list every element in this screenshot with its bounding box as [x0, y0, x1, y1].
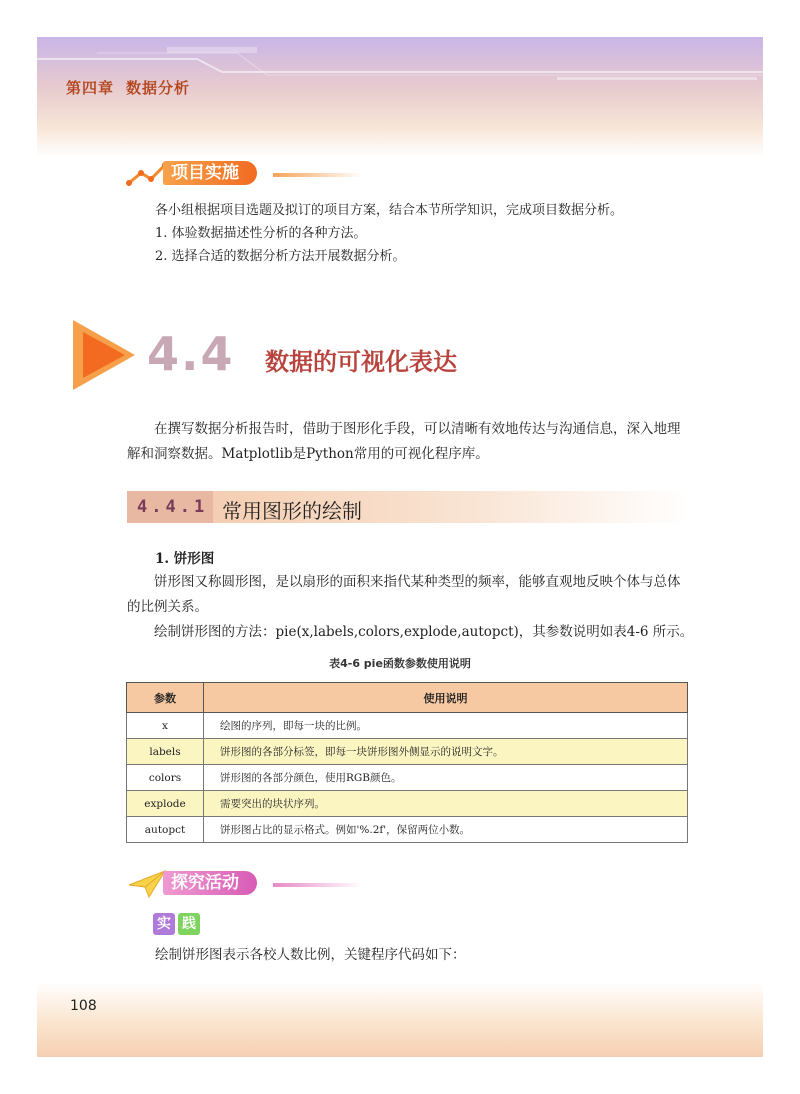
badge-trail: [273, 173, 363, 177]
chapter-header: [66, 77, 190, 98]
explore-badge: [125, 869, 365, 899]
table-header-usage: 使用说明: [204, 683, 688, 713]
pie-method: 绘制饼形图的方法：pie(x,labels,colors,explode,autopct)，其参数说明如表4-6 所示。: [154, 624, 694, 640]
table-cell-usage: 饼形图的各部分标签，即每一块饼形图外侧显示的说明文字。: [204, 739, 688, 765]
table-cell-param: labels: [127, 739, 204, 765]
section-intro: 在撰写数据分析报告时，借助于图形化手段，可以清晰有效地传达与沟通信息，深入地理解和洞察数据。Matplotlib是Python常用的可视化程序库。: [127, 421, 681, 462]
table-caption: 表4-6 pie函数参数使用说明: [329, 657, 471, 670]
chapter-label: 第四章: [66, 79, 115, 97]
table-cell-param: autopct: [127, 817, 204, 843]
table-header-param: 参数: [127, 683, 204, 713]
project-badge: [125, 159, 365, 189]
explore-badge-label: 探究活动: [163, 871, 257, 895]
project-badge-label: 项目实施: [163, 161, 257, 185]
table-cell-usage: 饼形图的各部分颜色，使用RGB颜色。: [204, 765, 688, 791]
project-item-2: 2. 选择合适的数据分析方法开展数据分析。: [155, 249, 406, 264]
page-number: 108: [70, 998, 97, 1014]
section-arrow-icon: [73, 320, 153, 390]
project-intro: 各小组根据项目选题及拟订的项目方案，结合本节所学知识，完成项目数据分析。: [155, 203, 624, 218]
section-title: 数据的可视化表达: [265, 348, 457, 376]
footer-band: [37, 982, 763, 1057]
table-cell-param: x: [127, 713, 204, 739]
table-row: [127, 817, 688, 843]
practice-char-1: 实: [153, 913, 175, 935]
badge-trail: [273, 883, 363, 887]
subsection-title: 常用图形的绘制: [222, 499, 362, 523]
table-cell-usage: 饼形图占比的显示格式。例如'%.2f'，保留两位小数。: [204, 817, 688, 843]
table-row: [127, 765, 688, 791]
table-row: [127, 713, 688, 739]
table-cell-usage: 需要突出的块状序列。: [204, 791, 688, 817]
pie-heading: 1. 饼形图: [155, 551, 215, 567]
practice-char-2: 践: [178, 913, 200, 935]
explore-text: 绘制饼形图表示各校人数比例，关键程序代码如下：: [155, 947, 466, 963]
table-cell-param: explode: [127, 791, 204, 817]
table-row: [127, 739, 688, 765]
page: [37, 37, 763, 1057]
section-number: 4.4: [147, 327, 235, 381]
project-item-1: 1. 体验数据描述性分析的各种方法。: [155, 226, 367, 241]
table-cell-usage: 绘图的序列，即每一块的比例。: [204, 713, 688, 739]
subsection-number: 4.4.1: [137, 497, 209, 517]
table-header-row: [127, 683, 688, 713]
practice-label: [153, 913, 203, 935]
table-row: [127, 791, 688, 817]
table-cell-param: colors: [127, 765, 204, 791]
pie-description: 饼形图又称圆形图，是以扇形的面积来指代某种类型的频率，能够直观地反映个体与总体的比例关系。: [127, 574, 681, 615]
params-table: [126, 682, 688, 843]
chapter-name: 数据分析: [126, 79, 191, 97]
